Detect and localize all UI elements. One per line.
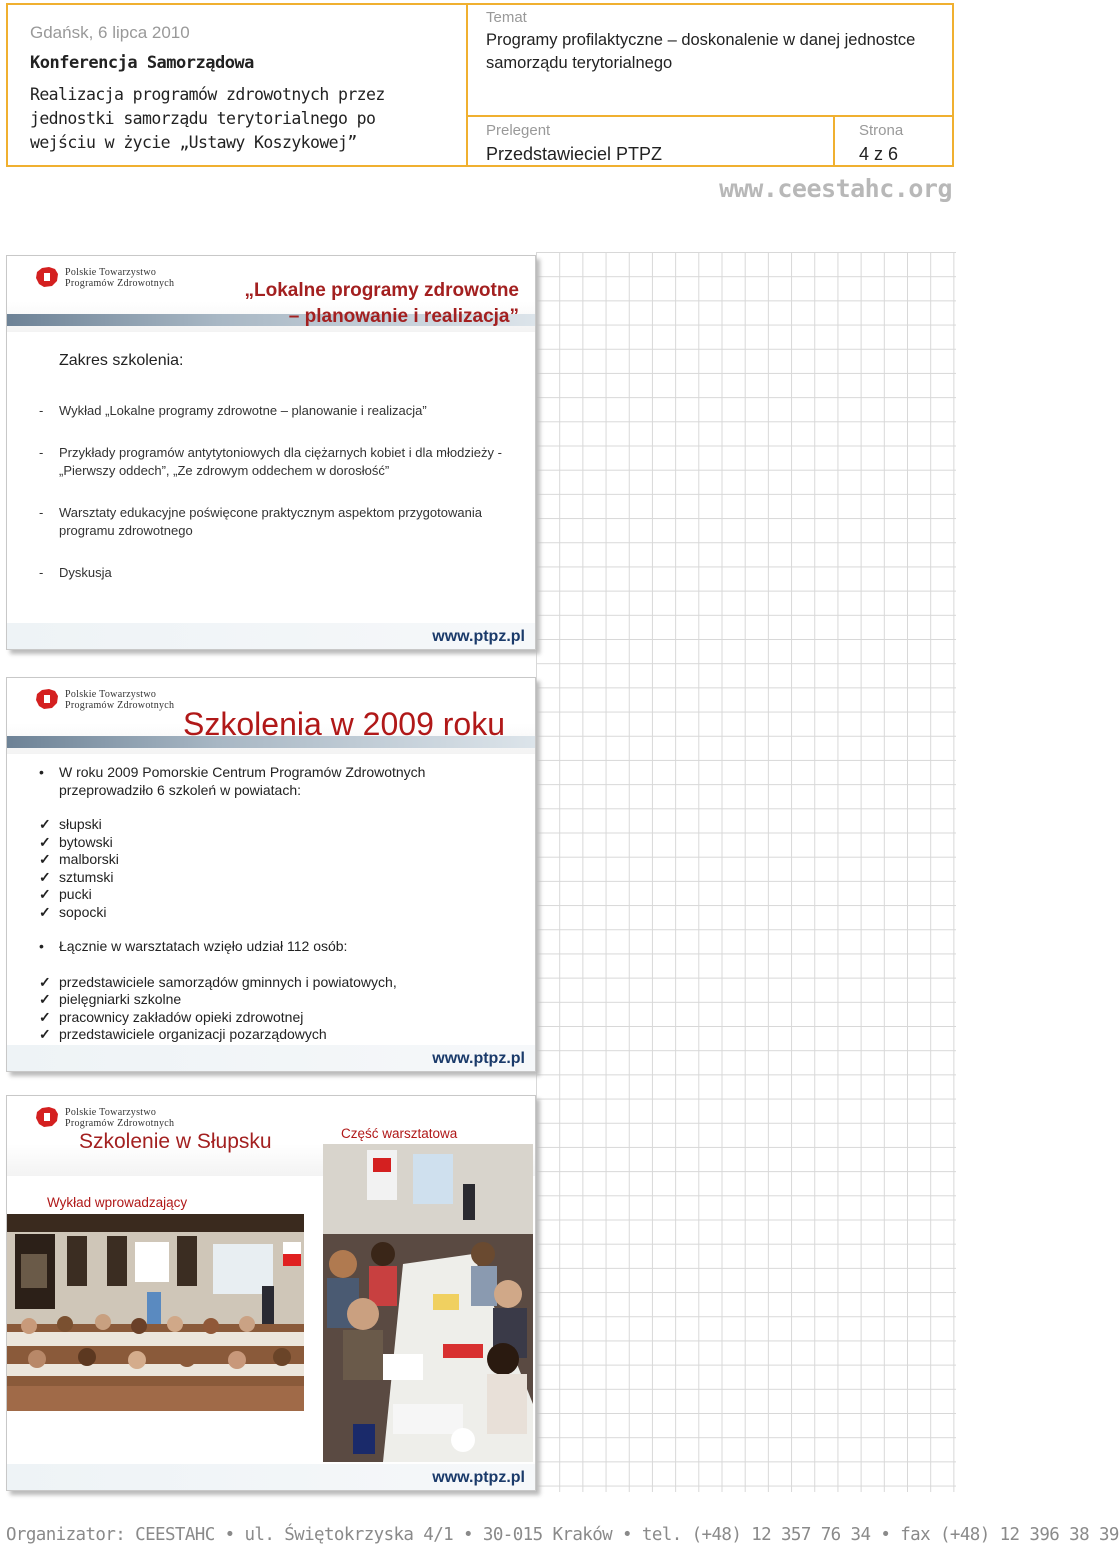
site-url[interactable]: www.ceestahc.org — [719, 174, 952, 203]
slide1-title-line1: „Lokalne programy zdrowotne — [244, 280, 519, 301]
conference-description: Realizacja programów zdrowotnych przez jednostki samorządu terytorialnego po wejściu w życie „Ustawy Koszykowej” — [30, 85, 385, 152]
lecture-photo — [7, 1214, 304, 1411]
participant-item: ✓ przedstawiciele samorządów gminnych i powiatowych, — [37, 974, 517, 992]
strona-label: Strona — [859, 122, 904, 139]
slide2-body — [37, 764, 517, 1044]
ptpz-logo — [35, 686, 205, 716]
temat-label: Temat — [486, 9, 527, 26]
slide1-heading: Zakres szkolenia: — [59, 352, 184, 369]
slide3-title: Szkolenie w Słupsku — [79, 1130, 272, 1153]
header-left-cell — [8, 5, 468, 165]
participant-item: ✓ pielęgniarki szkolne — [37, 991, 517, 1009]
temat-value: Programy profilaktyczne – doskonalenie w danej jednostce samorządu terytorialnego — [486, 31, 916, 72]
powiat-item: ✓ bytowski — [37, 834, 517, 852]
slide-szkolenie-slupsk — [6, 1095, 536, 1491]
prelegent-value: Przedstawieciel PTPZ — [486, 144, 663, 164]
slide2-intro: • W roku 2009 Pomorskie Centrum Programów Zdrowotnych przeprowadziło 6 szkoleń w powiatach: — [37, 764, 517, 799]
logo-line1: Polskie Towarzystwo — [65, 267, 157, 278]
document-header — [6, 3, 954, 167]
slide-footer-url[interactable]: www.ptpz.pl — [432, 1050, 525, 1067]
participant-item: ✓ przedstawiciele organizacji pozarządowych — [37, 1026, 517, 1044]
powiat-item: ✓ sopocki — [37, 904, 517, 922]
strona-cell — [833, 117, 954, 165]
ptpz-logo — [35, 264, 205, 294]
poland-map-icon — [35, 688, 59, 710]
caption-workshop: Część warsztatowa — [341, 1126, 458, 1141]
logo-line2: Programów Zdrowotnych — [65, 700, 175, 711]
slide1-title — [245, 278, 519, 330]
logo-line1: Polskie Towarzystwo — [65, 1107, 157, 1118]
slide-footer-url[interactable]: www.ptpz.pl — [432, 628, 525, 645]
conference-name: Konferencja Samorządowa — [30, 53, 254, 73]
poland-map-icon — [35, 1106, 59, 1128]
slide2-summary: • Łącznie w warsztatach wzięło udział 112 osób: — [37, 938, 517, 956]
list-item: - Przykłady programów antytytoniowych dla ciężarnych kobiet i dla młodzieży - „Pierwszy oddech”, „Ze zdrowym oddechem w dorosłość” — [37, 444, 517, 480]
logo-line2: Programów Zdrowotnych — [65, 1118, 175, 1129]
slide2-title: Szkolenia w 2009 roku — [183, 706, 505, 742]
list-item: - Wykład „Lokalne programy zdrowotne – planowanie i realizacja” — [37, 402, 517, 420]
participant-item: ✓ pracownicy zakładów opieki zdrowotnej — [37, 1009, 517, 1027]
slide-zakres-szkolenia — [6, 255, 536, 650]
poland-map-icon — [35, 266, 59, 288]
organizer-footer: Organizator: CEESTAHC • ul. Świętokrzyska 4/1 • 30-015 Kraków • tel. (+48) 12 357 76 34 • fax (+48) 12 396 38 39 — [6, 1525, 1119, 1545]
powiat-item: ✓ słupski — [37, 816, 517, 834]
logo-line1: Polskie Towarzystwo — [65, 689, 157, 700]
powiat-item: ✓ sztumski — [37, 869, 517, 887]
slide-footer-url[interactable]: www.ptpz.pl — [432, 1469, 525, 1486]
slide-szkolenia-2009 — [6, 677, 536, 1072]
powiat-item: ✓ pucki — [37, 886, 517, 904]
prelegent-label: Prelegent — [486, 122, 551, 139]
workshop-table-image — [323, 1144, 533, 1462]
notes-grid — [536, 252, 956, 1492]
header-date: Gdańsk, 6 lipca 2010 — [30, 23, 190, 42]
lecture-hall-image — [7, 1214, 304, 1411]
temat-cell — [468, 5, 952, 117]
slide1-title-line2: – planowanie i realizacja” — [288, 306, 519, 327]
list-item: - Dyskusja — [37, 564, 517, 582]
slide1-list — [37, 402, 517, 606]
caption-lecture: Wykład wprowadzający — [47, 1195, 188, 1210]
logo-line2: Programów Zdrowotnych — [65, 278, 175, 289]
list-item: - Warsztaty edukacyjne poświęcone praktycznym aspektom przygotowania programu zdrowotnego — [37, 504, 517, 540]
strona-value: 4 z 6 — [859, 144, 899, 164]
powiat-item: ✓ malborski — [37, 851, 517, 869]
workshop-photo — [323, 1144, 533, 1462]
